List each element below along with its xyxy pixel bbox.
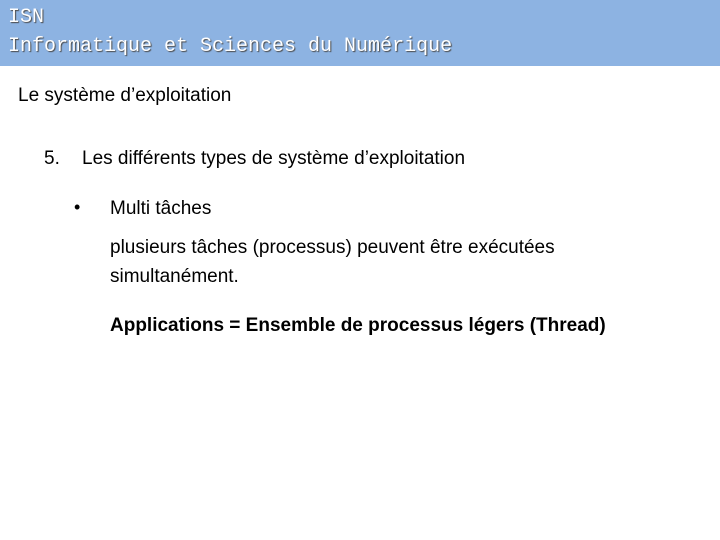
numbered-heading [44, 148, 465, 170]
header-title: ISN [8, 6, 45, 29]
heading-text: Les différents types de système d’exploitation [82, 148, 466, 169]
header-subtitle: Informatique et Sciences du Numérique [8, 35, 453, 58]
section-title: Le système d’exploitation [18, 85, 232, 106]
header-banner [0, 0, 720, 66]
bullet-icon: • [74, 197, 81, 217]
bullet-body: plusieurs tâches (processus) peuvent être exécutées simultanément. [110, 237, 555, 287]
applications-statement: Applications = Ensemble de processus légers (Thread) [110, 315, 606, 336]
bullet-title: Multi tâches [110, 198, 212, 219]
heading-number: 5. [44, 148, 60, 169]
